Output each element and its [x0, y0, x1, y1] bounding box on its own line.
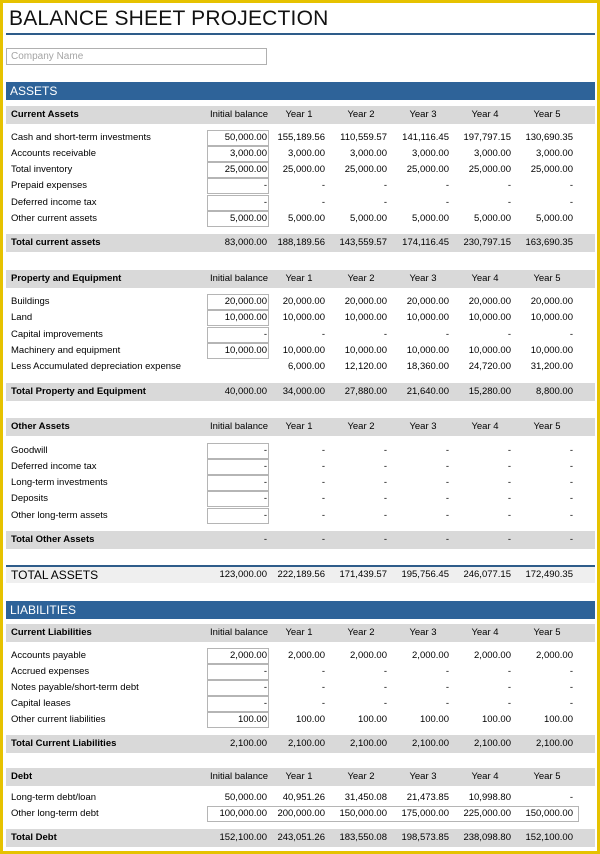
year-value: - [383, 445, 387, 456]
table-row [6, 459, 595, 475]
year-value: 25,000.00 [344, 164, 387, 175]
table-row [6, 664, 595, 680]
column-header: Year 4 [471, 421, 499, 432]
total-value: - [383, 534, 387, 545]
column-header: Year 2 [347, 627, 375, 638]
year-value: 100.00 [357, 714, 387, 725]
year-value: - [569, 197, 573, 208]
row-label: Buildings [11, 296, 50, 307]
table-row [6, 790, 595, 806]
assets-section-bar: ASSETS [6, 82, 595, 100]
column-header: Year 2 [347, 109, 375, 120]
year-value: - [445, 477, 449, 488]
table-row [6, 211, 595, 227]
table-row [6, 475, 595, 491]
year-value: 3,000.00 [536, 148, 573, 159]
column-header: Year 3 [409, 771, 437, 782]
year-value: 5,000.00 [412, 213, 449, 224]
table-row [6, 195, 595, 211]
year-value: 130,690.35 [525, 132, 573, 143]
total-value: - [445, 534, 449, 545]
year-value: - [383, 180, 387, 191]
year-value: - [321, 493, 325, 504]
column-header: Year 4 [471, 771, 499, 782]
group-header [6, 768, 595, 786]
table-row [6, 162, 595, 178]
group-title: Debt [11, 771, 33, 782]
total-value: 171,439.57 [339, 569, 387, 580]
total-label: Total Property and Equipment [11, 386, 146, 397]
year-value: - [507, 477, 511, 488]
total-label: Total current assets [11, 237, 101, 248]
total-label: Total Current Liabilities [11, 738, 117, 749]
row-label: Other long-term debt [11, 808, 99, 819]
company-name-input[interactable] [6, 48, 267, 65]
total-value: - [263, 534, 267, 545]
column-header: Year 3 [409, 109, 437, 120]
total-current-liabilities-row [6, 735, 595, 753]
row-label: Machinery and equipment [11, 345, 121, 356]
initial-balance-value: 50,000.00 [224, 792, 267, 803]
year-value: 100.00 [481, 714, 511, 725]
total-label: TOTAL ASSETS [11, 568, 99, 582]
table-row [6, 310, 595, 326]
year-value: 2,000.00 [412, 650, 449, 661]
year-value: 20,000.00 [282, 296, 325, 307]
initial-balance-value[interactable]: - [263, 197, 267, 208]
total-value: 2,100.00 [350, 738, 387, 749]
column-header: Year 3 [409, 273, 437, 284]
year-value: 175,000.00 [401, 808, 449, 819]
year-value: - [507, 698, 511, 709]
year-value: 20,000.00 [406, 296, 449, 307]
group-header [6, 270, 595, 288]
total-value: 34,000.00 [282, 386, 325, 397]
year-value: 10,000.00 [468, 345, 511, 356]
initial-balance-value[interactable]: - [263, 329, 267, 340]
year-value: - [507, 666, 511, 677]
year-value: 10,000.00 [282, 312, 325, 323]
year-value: - [445, 461, 449, 472]
year-value: - [321, 666, 325, 677]
year-value: 10,000.00 [530, 312, 573, 323]
year-value: - [383, 477, 387, 488]
column-header: Initial balance [209, 421, 269, 432]
year-value: 40,951.26 [282, 792, 325, 803]
column-header: Year 4 [471, 273, 499, 284]
year-value: 5,000.00 [536, 213, 573, 224]
year-value: 25,000.00 [468, 164, 511, 175]
year-value: - [321, 461, 325, 472]
table-row [6, 712, 595, 728]
column-header: Initial balance [209, 109, 269, 120]
year-value: - [569, 698, 573, 709]
year-value: 10,000.00 [530, 345, 573, 356]
year-value: - [569, 477, 573, 488]
initial-balance-value[interactable]: - [263, 493, 267, 504]
initial-balance-value[interactable]: 100.00 [237, 714, 267, 725]
group-title: Property and Equipment [11, 273, 122, 284]
row-label: Prepaid expenses [11, 180, 88, 191]
year-value: 10,000.00 [344, 312, 387, 323]
total-value: - [321, 534, 325, 545]
year-value: - [383, 461, 387, 472]
total-value: 21,640.00 [406, 386, 449, 397]
initial-balance-value[interactable]: - [263, 666, 267, 677]
year-value: - [383, 682, 387, 693]
year-value: - [445, 493, 449, 504]
initial-balance-value[interactable]: - [263, 477, 267, 488]
year-value: 110,559.57 [340, 132, 387, 143]
year-value: - [507, 510, 511, 521]
year-value: 31,450.08 [344, 792, 387, 803]
total-value: 183,550.08 [339, 832, 387, 843]
year-value: - [445, 445, 449, 456]
total-value: 152,100.00 [219, 832, 267, 843]
total-value: - [569, 534, 573, 545]
total-label: Total Other Assets [11, 534, 95, 545]
year-value: - [507, 180, 511, 191]
year-value: - [569, 510, 573, 521]
total-value: 198,573.85 [401, 832, 449, 843]
total-value: 195,756.45 [401, 569, 449, 580]
balance-sheet [3, 3, 597, 851]
year-value: 5,000.00 [288, 213, 325, 224]
year-value: - [383, 666, 387, 677]
row-label: Deferred income tax [11, 461, 97, 472]
total-value: 222,189.56 [277, 569, 325, 580]
year-value: - [445, 197, 449, 208]
group-header [6, 418, 595, 436]
initial-balance-value[interactable]: - [263, 445, 267, 456]
year-value: 2,000.00 [350, 650, 387, 661]
group-title: Other Assets [11, 421, 70, 432]
total-value: 152,100.00 [525, 832, 573, 843]
group-title: Current Liabilities [11, 627, 92, 638]
table-row [6, 680, 595, 696]
year-value: 25,000.00 [530, 164, 573, 175]
table-row [6, 508, 595, 524]
row-label: Capital improvements [11, 329, 103, 340]
total-assets-row [6, 565, 595, 583]
initial-balance-value[interactable]: 2,000.00 [230, 650, 267, 661]
year-value: 10,000.00 [406, 345, 449, 356]
year-value: 25,000.00 [406, 164, 449, 175]
year-value: 10,000.00 [468, 312, 511, 323]
liabilities-section-bar: LIABILITIES [6, 601, 595, 619]
year-value: - [569, 445, 573, 456]
year-value: - [383, 510, 387, 521]
year-value: 5,000.00 [350, 213, 387, 224]
year-value: 10,000.00 [406, 312, 449, 323]
year-value: - [383, 329, 387, 340]
total-value: 27,880.00 [344, 386, 387, 397]
table-row [6, 806, 595, 822]
initial-balance-value[interactable]: - [263, 180, 267, 191]
column-header: Year 2 [347, 421, 375, 432]
year-value: 20,000.00 [468, 296, 511, 307]
table-row [6, 343, 595, 359]
year-value: - [383, 698, 387, 709]
year-value: 25,000.00 [282, 164, 325, 175]
total-value: 188,189.56 [277, 237, 325, 248]
year-value: - [507, 493, 511, 504]
year-value: 31,200.00 [530, 361, 573, 372]
year-value: - [507, 461, 511, 472]
year-value: - [383, 493, 387, 504]
total-value: 246,077.15 [463, 569, 511, 580]
group-title: Current Assets [11, 109, 79, 120]
total-value: 230,797.15 [463, 237, 511, 248]
initial-balance-value[interactable]: - [263, 698, 267, 709]
year-value: 18,360.00 [406, 361, 449, 372]
total-value: 123,000.00 [219, 569, 267, 580]
year-value: - [507, 445, 511, 456]
year-value: 10,998.80 [468, 792, 511, 803]
column-header: Year 1 [285, 421, 313, 432]
row-label: Accounts payable [11, 650, 86, 661]
row-label: Accrued expenses [11, 666, 90, 677]
total-value: 2,100.00 [230, 738, 267, 749]
column-header: Year 5 [533, 771, 561, 782]
year-value: - [321, 180, 325, 191]
total-other-assets-row [6, 531, 595, 549]
initial-balance-value[interactable]: 100,000.00 [219, 808, 267, 819]
title-divider [6, 33, 595, 35]
group-header [6, 624, 595, 642]
year-value: 197,797.15 [463, 132, 511, 143]
column-header: Year 1 [285, 273, 313, 284]
column-header: Year 5 [533, 421, 561, 432]
total-property-row [6, 383, 595, 401]
year-value: - [321, 445, 325, 456]
column-header: Year 3 [409, 627, 437, 638]
year-value: 225,000.00 [463, 808, 511, 819]
year-value: 141,116.45 [402, 132, 449, 143]
year-value: - [569, 792, 573, 803]
table-row [6, 130, 595, 146]
year-value: - [445, 666, 449, 677]
year-value: - [569, 180, 573, 191]
table-row [6, 443, 595, 459]
year-value: - [321, 477, 325, 488]
total-value: 83,000.00 [224, 237, 267, 248]
year-value: 20,000.00 [344, 296, 387, 307]
total-value: 15,280.00 [468, 386, 511, 397]
row-label: Less Accumulated depreciation expense [11, 361, 182, 372]
year-value: - [569, 493, 573, 504]
year-value: - [321, 682, 325, 693]
year-value: - [445, 329, 449, 340]
total-value: 174,116.45 [402, 237, 449, 248]
total-value: 2,100.00 [412, 738, 449, 749]
row-label: Deferred income tax [11, 197, 97, 208]
year-value: - [321, 329, 325, 340]
total-value: 243,051.26 [277, 832, 325, 843]
year-value: 150,000.00 [525, 808, 573, 819]
row-label: Land [11, 312, 33, 323]
column-header: Year 5 [533, 273, 561, 284]
table-row [6, 327, 595, 343]
table-row [6, 648, 595, 664]
column-header: Year 3 [409, 421, 437, 432]
row-label: Total inventory [11, 164, 73, 175]
column-header: Initial balance [209, 627, 269, 638]
year-value: - [445, 180, 449, 191]
total-label: Total Debt [11, 832, 57, 843]
year-value: 2,000.00 [288, 650, 325, 661]
table-row [6, 359, 595, 375]
row-label: Notes payable/short-term debt [11, 682, 139, 693]
initial-balance-value[interactable]: 10,000.00 [224, 312, 267, 323]
table-row [6, 696, 595, 712]
year-value: 21,473.85 [406, 792, 449, 803]
total-value: 2,100.00 [474, 738, 511, 749]
initial-balance-value[interactable]: 25,000.00 [224, 164, 267, 175]
year-value: - [321, 698, 325, 709]
year-value: 12,120.00 [344, 361, 387, 372]
total-value: 2,100.00 [536, 738, 573, 749]
initial-balance-value[interactable]: - [263, 461, 267, 472]
year-value: - [383, 197, 387, 208]
year-value: 6,000.00 [288, 361, 325, 372]
column-header: Year 5 [533, 627, 561, 638]
year-value: 200,000.00 [277, 808, 325, 819]
initial-balance-value[interactable]: 50,000.00 [224, 132, 267, 143]
column-header: Initial balance [209, 273, 269, 284]
total-value: 172,490.35 [525, 569, 573, 580]
year-value: 5,000.00 [474, 213, 511, 224]
total-debt-row [6, 829, 595, 847]
year-value: 155,189.56 [277, 132, 325, 143]
column-header: Year 2 [347, 771, 375, 782]
initial-balance-value[interactable]: 20,000.00 [224, 296, 267, 307]
initial-balance-value[interactable]: 10,000.00 [224, 345, 267, 356]
year-value: - [321, 197, 325, 208]
year-value: - [445, 682, 449, 693]
table-row [6, 491, 595, 507]
year-value: - [507, 329, 511, 340]
row-label: Other long-term assets [11, 510, 108, 521]
column-header: Year 4 [471, 109, 499, 120]
group-header [6, 106, 595, 124]
year-value: - [569, 329, 573, 340]
year-value: - [445, 698, 449, 709]
year-value: 100.00 [543, 714, 573, 725]
year-value: 3,000.00 [288, 148, 325, 159]
row-label: Long-term investments [11, 477, 108, 488]
year-value: - [507, 682, 511, 693]
total-value: 40,000.00 [224, 386, 267, 397]
row-label: Other current assets [11, 213, 98, 224]
row-label: Accounts receivable [11, 148, 97, 159]
year-value: 2,000.00 [474, 650, 511, 661]
total-value: 8,800.00 [536, 386, 573, 397]
total-value: 163,690.35 [525, 237, 573, 248]
row-label: Capital leases [11, 698, 71, 709]
initial-balance-value[interactable]: - [263, 510, 267, 521]
year-value: 10,000.00 [344, 345, 387, 356]
total-value: - [507, 534, 511, 545]
row-label: Deposits [11, 493, 48, 504]
row-label: Long-term debt/loan [11, 792, 97, 803]
column-header: Initial balance [209, 771, 269, 782]
row-label: Cash and short-term investments [11, 132, 151, 143]
initial-balance-value[interactable]: 3,000.00 [230, 148, 267, 159]
column-header: Year 2 [347, 273, 375, 284]
year-value: - [569, 666, 573, 677]
year-value: - [507, 197, 511, 208]
column-header: Year 4 [471, 627, 499, 638]
table-row [6, 178, 595, 194]
total-value: 143,559.57 [339, 237, 387, 248]
year-value: 3,000.00 [350, 148, 387, 159]
table-row [6, 294, 595, 310]
initial-balance-value[interactable]: 5,000.00 [230, 213, 267, 224]
year-value: 3,000.00 [412, 148, 449, 159]
year-value: 150,000.00 [339, 808, 387, 819]
total-value: 2,100.00 [288, 738, 325, 749]
table-row [6, 146, 595, 162]
year-value: 24,720.00 [468, 361, 511, 372]
page-title: BALANCE SHEET PROJECTION [9, 7, 329, 30]
column-header: Year 5 [533, 109, 561, 120]
year-value: 3,000.00 [474, 148, 511, 159]
year-value: 100.00 [419, 714, 449, 725]
column-header: Year 1 [285, 627, 313, 638]
column-header: Year 1 [285, 109, 313, 120]
year-value: - [321, 510, 325, 521]
year-value: 2,000.00 [536, 650, 573, 661]
column-header: Year 1 [285, 771, 313, 782]
row-label: Other current liabilities [11, 714, 106, 725]
year-value: 100.00 [295, 714, 325, 725]
initial-balance-value[interactable]: - [263, 682, 267, 693]
year-value: - [445, 510, 449, 521]
year-value: 20,000.00 [530, 296, 573, 307]
year-value: - [569, 461, 573, 472]
row-label: Goodwill [11, 445, 48, 456]
total-value: 238,098.80 [463, 832, 511, 843]
total-current-assets-row [6, 234, 595, 252]
year-value: - [569, 682, 573, 693]
year-value: 10,000.00 [282, 345, 325, 356]
